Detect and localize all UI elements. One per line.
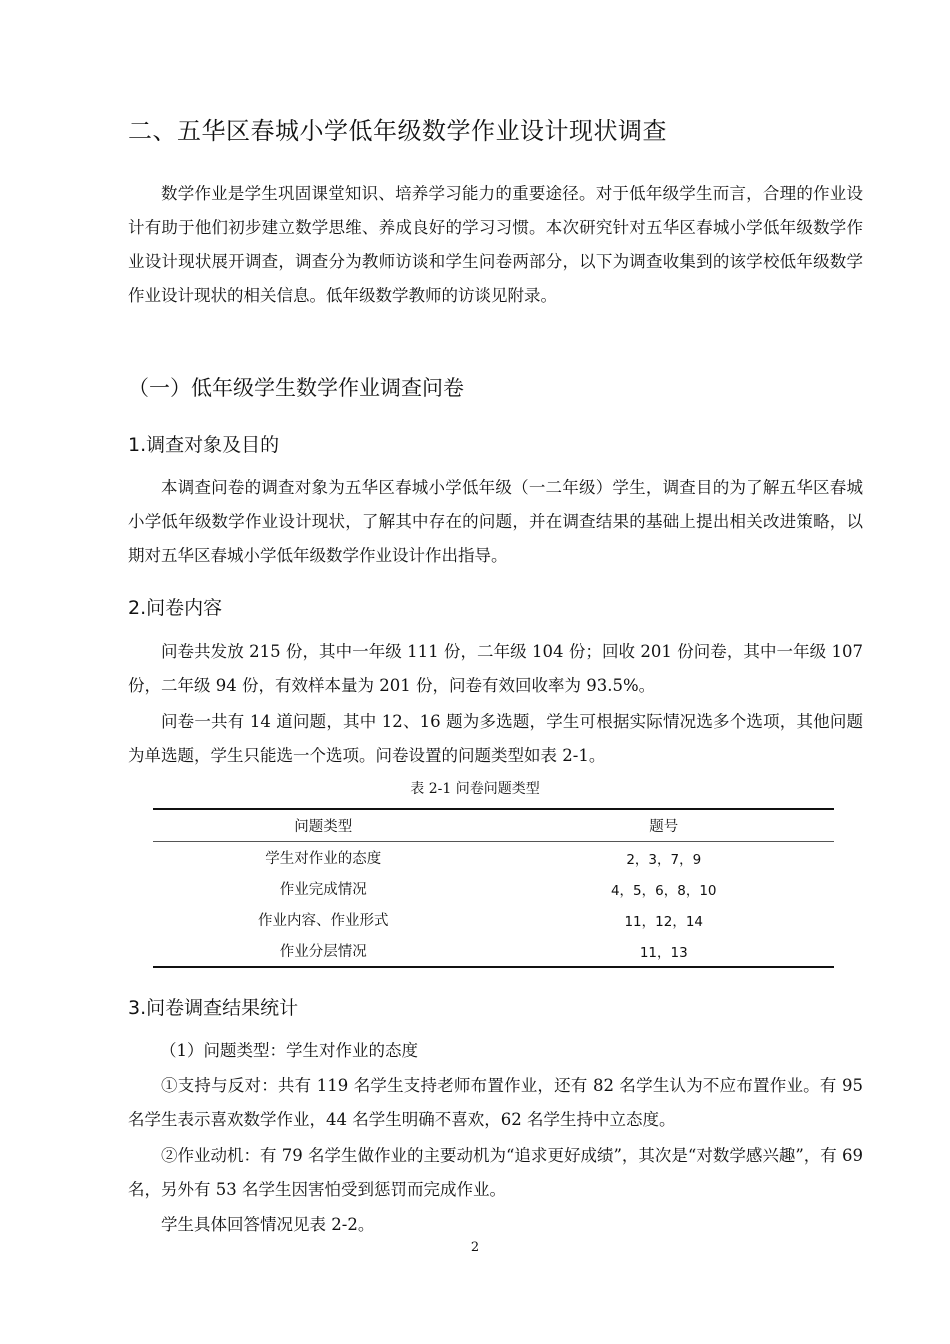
- table-cell-type: 作业分层情况: [279, 944, 367, 960]
- table-cell-numbers: 2，3，7，9: [626, 851, 702, 868]
- subsection-heading-2: 2.问卷内容: [128, 597, 223, 619]
- table-cell-type: 作业内容、作业形式: [258, 913, 389, 929]
- questionnaire-distribution-paragraph: 问卷共发放 215 份，其中一年级 111 份，二年级 104 份；回收 201 份问卷，其中一年级 107 份，二年级 94 份，有效样本量为 201 份，问卷有效回收率为 93.5%。: [128, 642, 863, 695]
- results-item-heading: （1）问题类型：学生对作业的态度: [160, 1041, 418, 1060]
- chapter-heading: 二、五华区春城小学低年级数学作业设计现状调查: [128, 117, 667, 145]
- table-row: [153, 873, 834, 904]
- table-header-row: [153, 809, 834, 842]
- subsection-1-paragraph: 本调查问卷的调查对象为五华区春城小学低年级（一二年级）学生，调查目的为了解五华区春城小学低年级数学作业设计现状，了解其中存在的问题，并在调查结果的基础上提出相关改进策略，以期对五华区春城小学低年级数学作业设计作出指导。: [128, 478, 863, 565]
- table-cell-numbers: 11，13: [639, 944, 688, 961]
- table-row: [153, 904, 834, 935]
- question-types-paragraph: 问卷一共有 14 道问题，其中 12、16 题为多选题，学生可根据实际情况选多个选项，其他问题为单选题，学生只能选一个选项。问卷设置的问题类型如表 2-1。: [128, 712, 863, 765]
- section-heading: （一）低年级学生数学作业调查问卷: [128, 376, 464, 400]
- intro-paragraph: 数学作业是学生巩固课堂知识、培养学习能力的重要途径。对于低年级学生而言，合理的作业设计有助于他们初步建立数学思维、养成良好的学习习惯。本次研究针对五华区春城小学低年级数学作业设计现状展开调查，调查分为教师访谈和学生问卷两部分，以下为调查收集到的该学校低年级数学作业设计现状的相关信息。低年级数学教师的访谈见附录。: [128, 184, 863, 305]
- table-cell-numbers: 4，5，6，8，10: [610, 882, 717, 899]
- table-header-cell: 问题类型: [294, 819, 353, 835]
- table-reference-paragraph: 学生具体回答情况见表 2-2。: [161, 1215, 375, 1234]
- table-header-cell: 题号: [649, 819, 679, 835]
- motivation-paragraph: ②作业动机：有 79 名学生做作业的主要动机为“追求更好成绩”，其次是“对数学感兴趣”，有 69 名，另外有 53 名学生因害怕受到惩罚而完成作业。: [128, 1146, 863, 1199]
- question-type-table: [153, 808, 834, 968]
- table-caption: 表 2-1 问卷问题类型: [410, 781, 540, 797]
- table-row: [153, 935, 834, 967]
- table-cell-type: 作业完成情况: [279, 882, 367, 898]
- table-cell-type: 学生对作业的态度: [265, 851, 382, 867]
- table-row: [153, 842, 834, 874]
- table-cell-numbers: 11，12，14: [624, 913, 704, 930]
- subsection-heading-3: 3.问卷调查结果统计: [128, 997, 299, 1019]
- support-oppose-paragraph: ①支持与反对：共有 119 名学生支持老师布置作业，还有 82 名学生认为不应布置作业。有 95 名学生表示喜欢数学作业，44 名学生明确不喜欢，62 名学生持中立态度。: [128, 1076, 863, 1129]
- page-number: 2: [470, 1240, 480, 1255]
- subsection-heading-1: 1.调查对象及目的: [128, 434, 280, 456]
